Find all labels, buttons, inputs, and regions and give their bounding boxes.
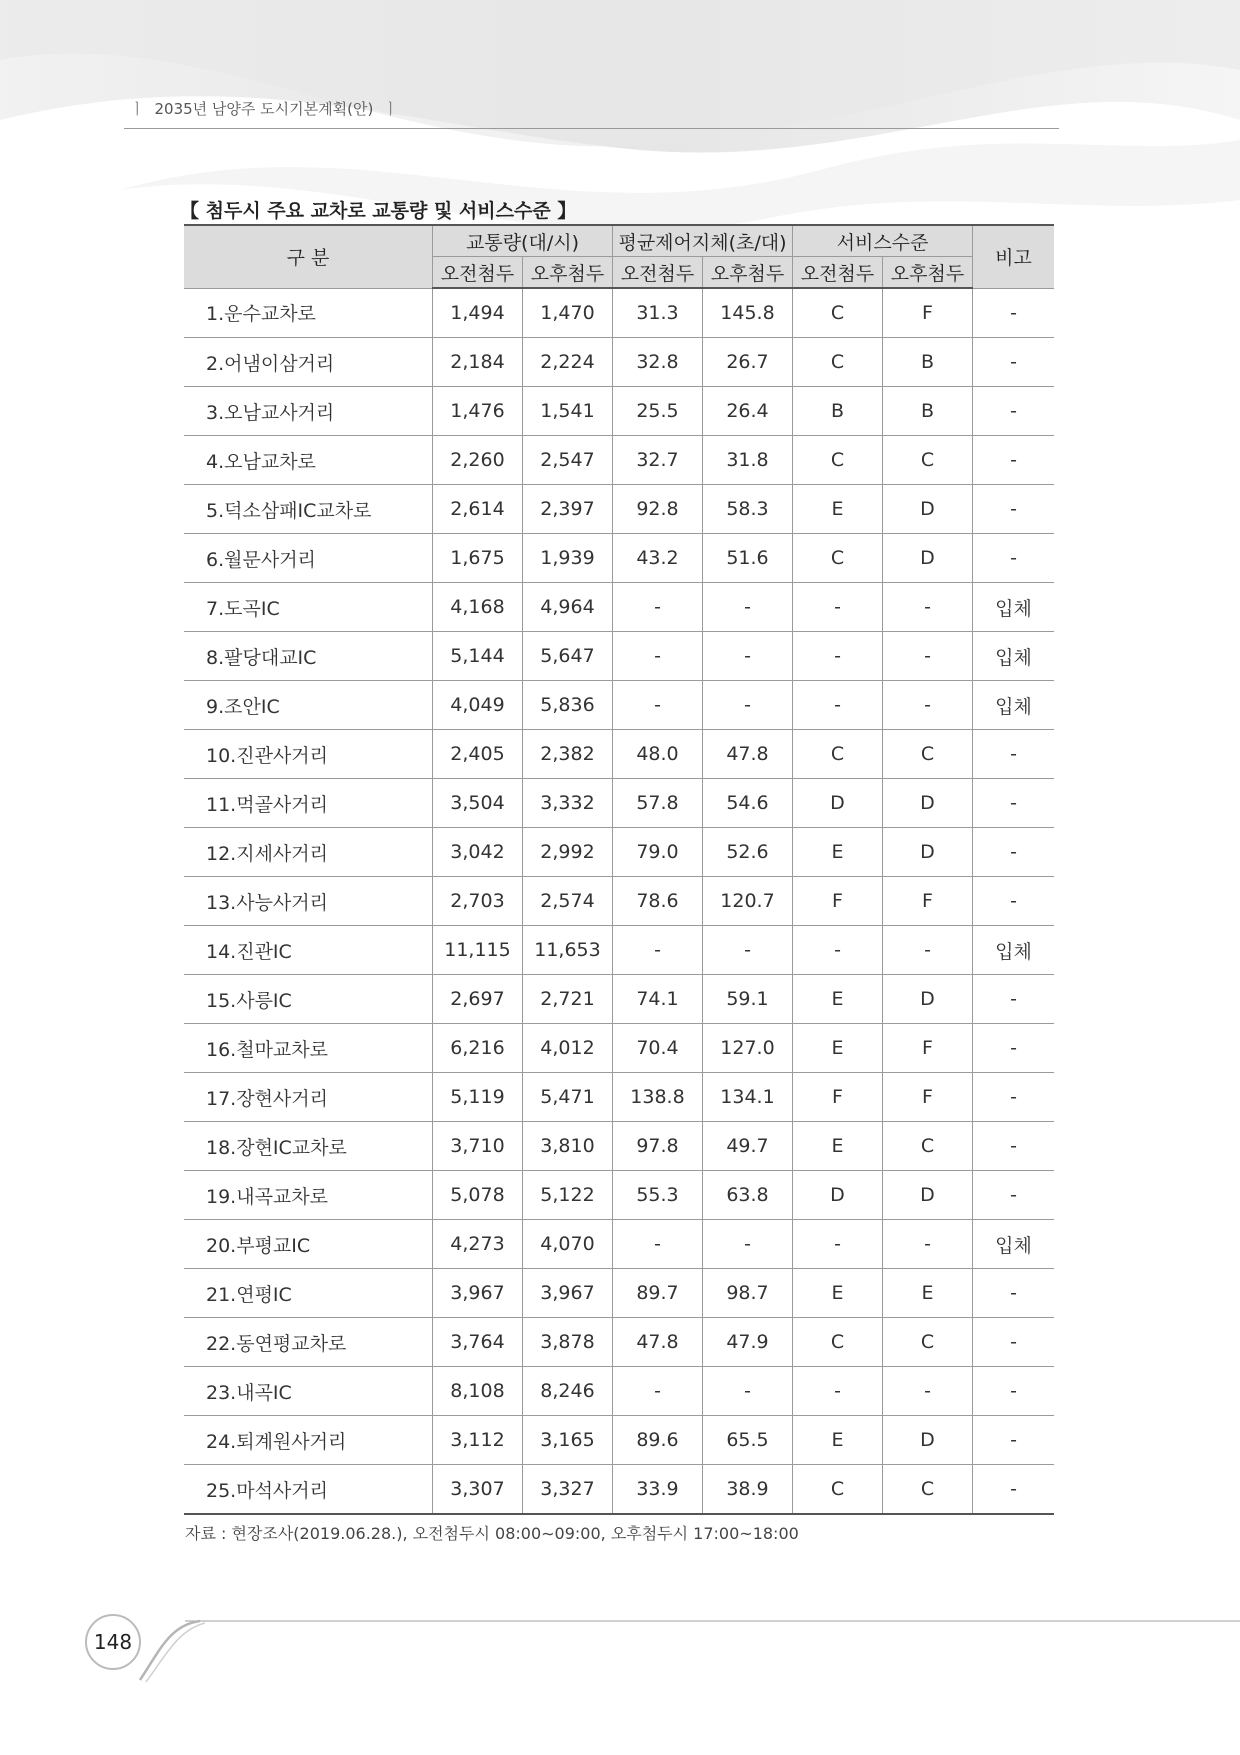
cell-delay-am: 78.6 — [613, 877, 703, 926]
cell-los-am: - — [793, 1220, 883, 1269]
cell-los-am: E — [793, 485, 883, 534]
cell-volume-am: 2,405 — [433, 730, 523, 779]
cell-intersection-name: 7.도곡IC — [184, 583, 433, 632]
cell-note: - — [973, 975, 1055, 1024]
cell-volume-pm: 11,653 — [523, 926, 613, 975]
cell-intersection-name: 13.사능사거리 — [184, 877, 433, 926]
cell-intersection-name: 9.조안IC — [184, 681, 433, 730]
running-header — [130, 98, 408, 119]
cell-intersection-name: 1.운수교차로 — [184, 288, 433, 338]
cell-volume-am: 3,764 — [433, 1318, 523, 1367]
cell-volume-am: 1,476 — [433, 387, 523, 436]
header-los-am: 오전첨두 — [793, 257, 883, 289]
cell-volume-am: 4,273 — [433, 1220, 523, 1269]
cell-volume-am: 2,703 — [433, 877, 523, 926]
cell-los-am: F — [793, 877, 883, 926]
cell-volume-am: 11,115 — [433, 926, 523, 975]
cell-note: - — [973, 1171, 1055, 1220]
cell-volume-am: 3,307 — [433, 1465, 523, 1515]
cell-los-am: C — [793, 534, 883, 583]
cell-delay-pm: 145.8 — [703, 288, 793, 338]
cell-los-pm: D — [883, 779, 973, 828]
cell-delay-pm: 54.6 — [703, 779, 793, 828]
cell-los-pm: - — [883, 583, 973, 632]
cell-los-am: C — [793, 338, 883, 387]
cell-note: - — [973, 1416, 1055, 1465]
cell-note: 입체 — [973, 632, 1055, 681]
cell-volume-pm: 1,939 — [523, 534, 613, 583]
cell-note: - — [973, 436, 1055, 485]
cell-volume-pm: 2,574 — [523, 877, 613, 926]
header-note: 비고 — [973, 225, 1055, 288]
cell-volume-am: 3,042 — [433, 828, 523, 877]
cell-intersection-name: 24.퇴계원사거리 — [184, 1416, 433, 1465]
cell-los-pm: - — [883, 1367, 973, 1416]
cell-delay-am: - — [613, 632, 703, 681]
cell-delay-pm: 59.1 — [703, 975, 793, 1024]
cell-delay-pm: 127.0 — [703, 1024, 793, 1073]
cell-volume-pm: 4,012 — [523, 1024, 613, 1073]
cell-delay-pm: 26.4 — [703, 387, 793, 436]
cell-volume-am: 3,504 — [433, 779, 523, 828]
cell-intersection-name: 16.철마교차로 — [184, 1024, 433, 1073]
cell-volume-pm: 2,382 — [523, 730, 613, 779]
cell-delay-am: 70.4 — [613, 1024, 703, 1073]
table-row — [184, 877, 1054, 926]
cell-los-am: - — [793, 632, 883, 681]
cell-los-am: E — [793, 975, 883, 1024]
cell-volume-am: 4,168 — [433, 583, 523, 632]
footer-decoration — [0, 1600, 1240, 1700]
cell-note: - — [973, 828, 1055, 877]
header-volume-am: 오전첨두 — [433, 257, 523, 289]
cell-delay-pm: - — [703, 681, 793, 730]
table-body — [184, 288, 1054, 1514]
header-control-delay: 평균제어지체(초/대) — [613, 225, 793, 257]
cell-intersection-name: 25.마석사거리 — [184, 1465, 433, 1515]
header-traffic-volume: 교통량(대/시) — [433, 225, 613, 257]
page-number: 148 — [85, 1614, 141, 1670]
cell-volume-am: 8,108 — [433, 1367, 523, 1416]
table-row — [184, 975, 1054, 1024]
cell-volume-pm: 2,992 — [523, 828, 613, 877]
document-title: 2035년 남양주 도시기본계획(안) — [154, 100, 374, 118]
cell-note: 입체 — [973, 1220, 1055, 1269]
cell-intersection-name: 10.진관사거리 — [184, 730, 433, 779]
cell-intersection-name: 3.오남교사거리 — [184, 387, 433, 436]
cell-los-pm: F — [883, 877, 973, 926]
table-row — [184, 288, 1054, 338]
table-row — [184, 1318, 1054, 1367]
cell-note: - — [973, 485, 1055, 534]
cell-note: - — [973, 338, 1055, 387]
cell-delay-pm: - — [703, 632, 793, 681]
header-left-divider: ㅣ — [130, 100, 145, 118]
cell-volume-am: 3,967 — [433, 1269, 523, 1318]
cell-delay-pm: 120.7 — [703, 877, 793, 926]
cell-los-am: - — [793, 681, 883, 730]
cell-delay-am: 33.9 — [613, 1465, 703, 1515]
cell-los-pm: D — [883, 828, 973, 877]
table-row — [184, 338, 1054, 387]
cell-intersection-name: 6.월문사거리 — [184, 534, 433, 583]
cell-los-pm: - — [883, 681, 973, 730]
table-title: 【 첨두시 주요 교차로 교통량 및 서비스수준 】 — [180, 200, 577, 222]
cell-intersection-name: 4.오남교차로 — [184, 436, 433, 485]
cell-los-am: - — [793, 1367, 883, 1416]
cell-intersection-name: 18.장현IC교차로 — [184, 1122, 433, 1171]
cell-delay-pm: 47.9 — [703, 1318, 793, 1367]
cell-los-am: E — [793, 1416, 883, 1465]
cell-delay-pm: 51.6 — [703, 534, 793, 583]
cell-volume-pm: 2,397 — [523, 485, 613, 534]
header-rule — [124, 128, 1059, 129]
cell-volume-pm: 5,122 — [523, 1171, 613, 1220]
cell-los-pm: F — [883, 1073, 973, 1122]
cell-volume-am: 2,697 — [433, 975, 523, 1024]
cell-los-am: C — [793, 1318, 883, 1367]
cell-los-pm: F — [883, 1024, 973, 1073]
cell-los-am: D — [793, 1171, 883, 1220]
header-category: 구 분 — [184, 225, 433, 288]
cell-los-pm: C — [883, 1122, 973, 1171]
cell-delay-am: 97.8 — [613, 1122, 703, 1171]
cell-volume-pm: 4,070 — [523, 1220, 613, 1269]
cell-delay-pm: 26.7 — [703, 338, 793, 387]
cell-delay-am: 92.8 — [613, 485, 703, 534]
cell-los-pm: C — [883, 730, 973, 779]
cell-los-am: D — [793, 779, 883, 828]
cell-intersection-name: 21.연평IC — [184, 1269, 433, 1318]
cell-los-am: E — [793, 1122, 883, 1171]
header-delay-am: 오전첨두 — [613, 257, 703, 289]
cell-intersection-name: 5.덕소삼패IC교차로 — [184, 485, 433, 534]
table-row — [184, 1122, 1054, 1171]
cell-volume-pm: 1,541 — [523, 387, 613, 436]
cell-delay-am: 74.1 — [613, 975, 703, 1024]
cell-delay-am: 48.0 — [613, 730, 703, 779]
cell-los-pm: B — [883, 338, 973, 387]
cell-volume-pm: 1,470 — [523, 288, 613, 338]
table-row — [184, 485, 1054, 534]
cell-volume-pm: 2,721 — [523, 975, 613, 1024]
cell-delay-am: 32.7 — [613, 436, 703, 485]
cell-delay-pm: 134.1 — [703, 1073, 793, 1122]
table-row — [184, 730, 1054, 779]
cell-intersection-name: 14.진관IC — [184, 926, 433, 975]
table-row — [184, 1073, 1054, 1122]
table-row — [184, 1367, 1054, 1416]
cell-volume-am: 5,078 — [433, 1171, 523, 1220]
cell-delay-am: 25.5 — [613, 387, 703, 436]
table-row — [184, 1220, 1054, 1269]
cell-intersection-name: 17.장현사거리 — [184, 1073, 433, 1122]
table-row — [184, 1416, 1054, 1465]
cell-los-pm: - — [883, 632, 973, 681]
cell-volume-pm: 5,471 — [523, 1073, 613, 1122]
cell-intersection-name: 2.어냄이삼거리 — [184, 338, 433, 387]
cell-delay-am: 138.8 — [613, 1073, 703, 1122]
cell-volume-am: 3,710 — [433, 1122, 523, 1171]
cell-delay-am: - — [613, 1220, 703, 1269]
cell-delay-am: - — [613, 681, 703, 730]
header-volume-pm: 오후첨두 — [523, 257, 613, 289]
cell-note: - — [973, 877, 1055, 926]
cell-los-pm: C — [883, 436, 973, 485]
table-row — [184, 583, 1054, 632]
cell-delay-am: 89.7 — [613, 1269, 703, 1318]
cell-los-pm: D — [883, 975, 973, 1024]
cell-note: - — [973, 1318, 1055, 1367]
cell-los-am: C — [793, 1465, 883, 1515]
cell-delay-am: 79.0 — [613, 828, 703, 877]
cell-note: - — [973, 1465, 1055, 1515]
cell-note: - — [973, 1122, 1055, 1171]
cell-note: - — [973, 730, 1055, 779]
cell-intersection-name: 20.부평교IC — [184, 1220, 433, 1269]
cell-intersection-name: 12.지세사거리 — [184, 828, 433, 877]
cell-delay-am: 31.3 — [613, 288, 703, 338]
cell-los-pm: D — [883, 1171, 973, 1220]
cell-los-am: C — [793, 288, 883, 338]
cell-volume-pm: 3,165 — [523, 1416, 613, 1465]
cell-volume-pm: 3,967 — [523, 1269, 613, 1318]
cell-los-am: F — [793, 1073, 883, 1122]
header-los-pm: 오후첨두 — [883, 257, 973, 289]
cell-delay-pm: 47.8 — [703, 730, 793, 779]
cell-los-pm: F — [883, 288, 973, 338]
cell-delay-am: 89.6 — [613, 1416, 703, 1465]
cell-note: 입체 — [973, 583, 1055, 632]
cell-volume-pm: 3,810 — [523, 1122, 613, 1171]
cell-los-am: C — [793, 730, 883, 779]
cell-los-pm: - — [883, 1220, 973, 1269]
cell-note: - — [973, 1367, 1055, 1416]
cell-volume-am: 4,049 — [433, 681, 523, 730]
header-delay-pm: 오후첨두 — [703, 257, 793, 289]
cell-volume-pm: 3,332 — [523, 779, 613, 828]
table-row — [184, 436, 1054, 485]
cell-volume-am: 2,260 — [433, 436, 523, 485]
cell-delay-pm: - — [703, 583, 793, 632]
cell-volume-am: 5,144 — [433, 632, 523, 681]
cell-los-pm: C — [883, 1318, 973, 1367]
cell-los-am: - — [793, 583, 883, 632]
cell-note: - — [973, 1024, 1055, 1073]
cell-delay-pm: 38.9 — [703, 1465, 793, 1515]
cell-volume-pm: 4,964 — [523, 583, 613, 632]
cell-intersection-name: 11.먹골사거리 — [184, 779, 433, 828]
cell-volume-am: 3,112 — [433, 1416, 523, 1465]
cell-note: - — [973, 288, 1055, 338]
cell-delay-pm: 49.7 — [703, 1122, 793, 1171]
cell-volume-am: 2,184 — [433, 338, 523, 387]
cell-volume-am: 1,494 — [433, 288, 523, 338]
intersection-traffic-table — [184, 224, 1054, 1515]
cell-note: - — [973, 1073, 1055, 1122]
cell-note: 입체 — [973, 926, 1055, 975]
cell-delay-pm: 52.6 — [703, 828, 793, 877]
cell-volume-pm: 5,836 — [523, 681, 613, 730]
cell-intersection-name: 22.동연평교차로 — [184, 1318, 433, 1367]
table-row — [184, 681, 1054, 730]
header-right-divider: ㅣ — [383, 100, 398, 118]
cell-los-pm: D — [883, 1416, 973, 1465]
cell-delay-pm: 98.7 — [703, 1269, 793, 1318]
cell-volume-am: 2,614 — [433, 485, 523, 534]
cell-delay-pm: 65.5 — [703, 1416, 793, 1465]
cell-volume-pm: 3,878 — [523, 1318, 613, 1367]
cell-delay-am: 47.8 — [613, 1318, 703, 1367]
cell-delay-am: 32.8 — [613, 338, 703, 387]
table-row — [184, 779, 1054, 828]
table-row — [184, 1024, 1054, 1073]
table-row — [184, 1465, 1054, 1515]
table-header-row-1 — [184, 225, 1054, 257]
cell-volume-pm: 8,246 — [523, 1367, 613, 1416]
cell-delay-pm: - — [703, 1367, 793, 1416]
cell-note: - — [973, 534, 1055, 583]
cell-los-am: E — [793, 1024, 883, 1073]
cell-volume-pm: 3,327 — [523, 1465, 613, 1515]
cell-volume-pm: 2,547 — [523, 436, 613, 485]
cell-delay-am: 55.3 — [613, 1171, 703, 1220]
cell-delay-am: - — [613, 1367, 703, 1416]
cell-delay-pm: - — [703, 1220, 793, 1269]
cell-intersection-name: 19.내곡교차로 — [184, 1171, 433, 1220]
cell-note: - — [973, 779, 1055, 828]
table-row — [184, 534, 1054, 583]
cell-los-am: E — [793, 828, 883, 877]
table-row — [184, 1171, 1054, 1220]
source-note: 자료 : 현장조사(2019.06.28.), 오전첨두시 08:00∼09:00, 오후첨두시 17:00~18:00 — [185, 1524, 799, 1543]
cell-los-am: - — [793, 926, 883, 975]
cell-los-pm: - — [883, 926, 973, 975]
cell-delay-am: 43.2 — [613, 534, 703, 583]
table-row — [184, 387, 1054, 436]
table-row — [184, 926, 1054, 975]
cell-los-pm: B — [883, 387, 973, 436]
cell-note: 입체 — [973, 681, 1055, 730]
table-row — [184, 1269, 1054, 1318]
cell-los-am: B — [793, 387, 883, 436]
cell-delay-pm: 58.3 — [703, 485, 793, 534]
cell-los-pm: D — [883, 534, 973, 583]
cell-los-am: C — [793, 436, 883, 485]
cell-los-pm: C — [883, 1465, 973, 1515]
header-service-level: 서비스수준 — [793, 225, 973, 257]
cell-delay-pm: - — [703, 926, 793, 975]
cell-delay-am: - — [613, 926, 703, 975]
cell-volume-am: 5,119 — [433, 1073, 523, 1122]
cell-volume-pm: 5,647 — [523, 632, 613, 681]
cell-los-pm: D — [883, 485, 973, 534]
cell-note: - — [973, 1269, 1055, 1318]
cell-volume-am: 6,216 — [433, 1024, 523, 1073]
cell-note: - — [973, 387, 1055, 436]
table-row — [184, 632, 1054, 681]
cell-intersection-name: 23.내곡IC — [184, 1367, 433, 1416]
cell-los-am: E — [793, 1269, 883, 1318]
table-row — [184, 828, 1054, 877]
cell-intersection-name: 15.사릉IC — [184, 975, 433, 1024]
cell-los-pm: E — [883, 1269, 973, 1318]
cell-delay-am: 57.8 — [613, 779, 703, 828]
cell-volume-pm: 2,224 — [523, 338, 613, 387]
cell-delay-am: - — [613, 583, 703, 632]
cell-volume-am: 1,675 — [433, 534, 523, 583]
cell-delay-pm: 31.8 — [703, 436, 793, 485]
cell-intersection-name: 8.팔당대교IC — [184, 632, 433, 681]
cell-delay-pm: 63.8 — [703, 1171, 793, 1220]
